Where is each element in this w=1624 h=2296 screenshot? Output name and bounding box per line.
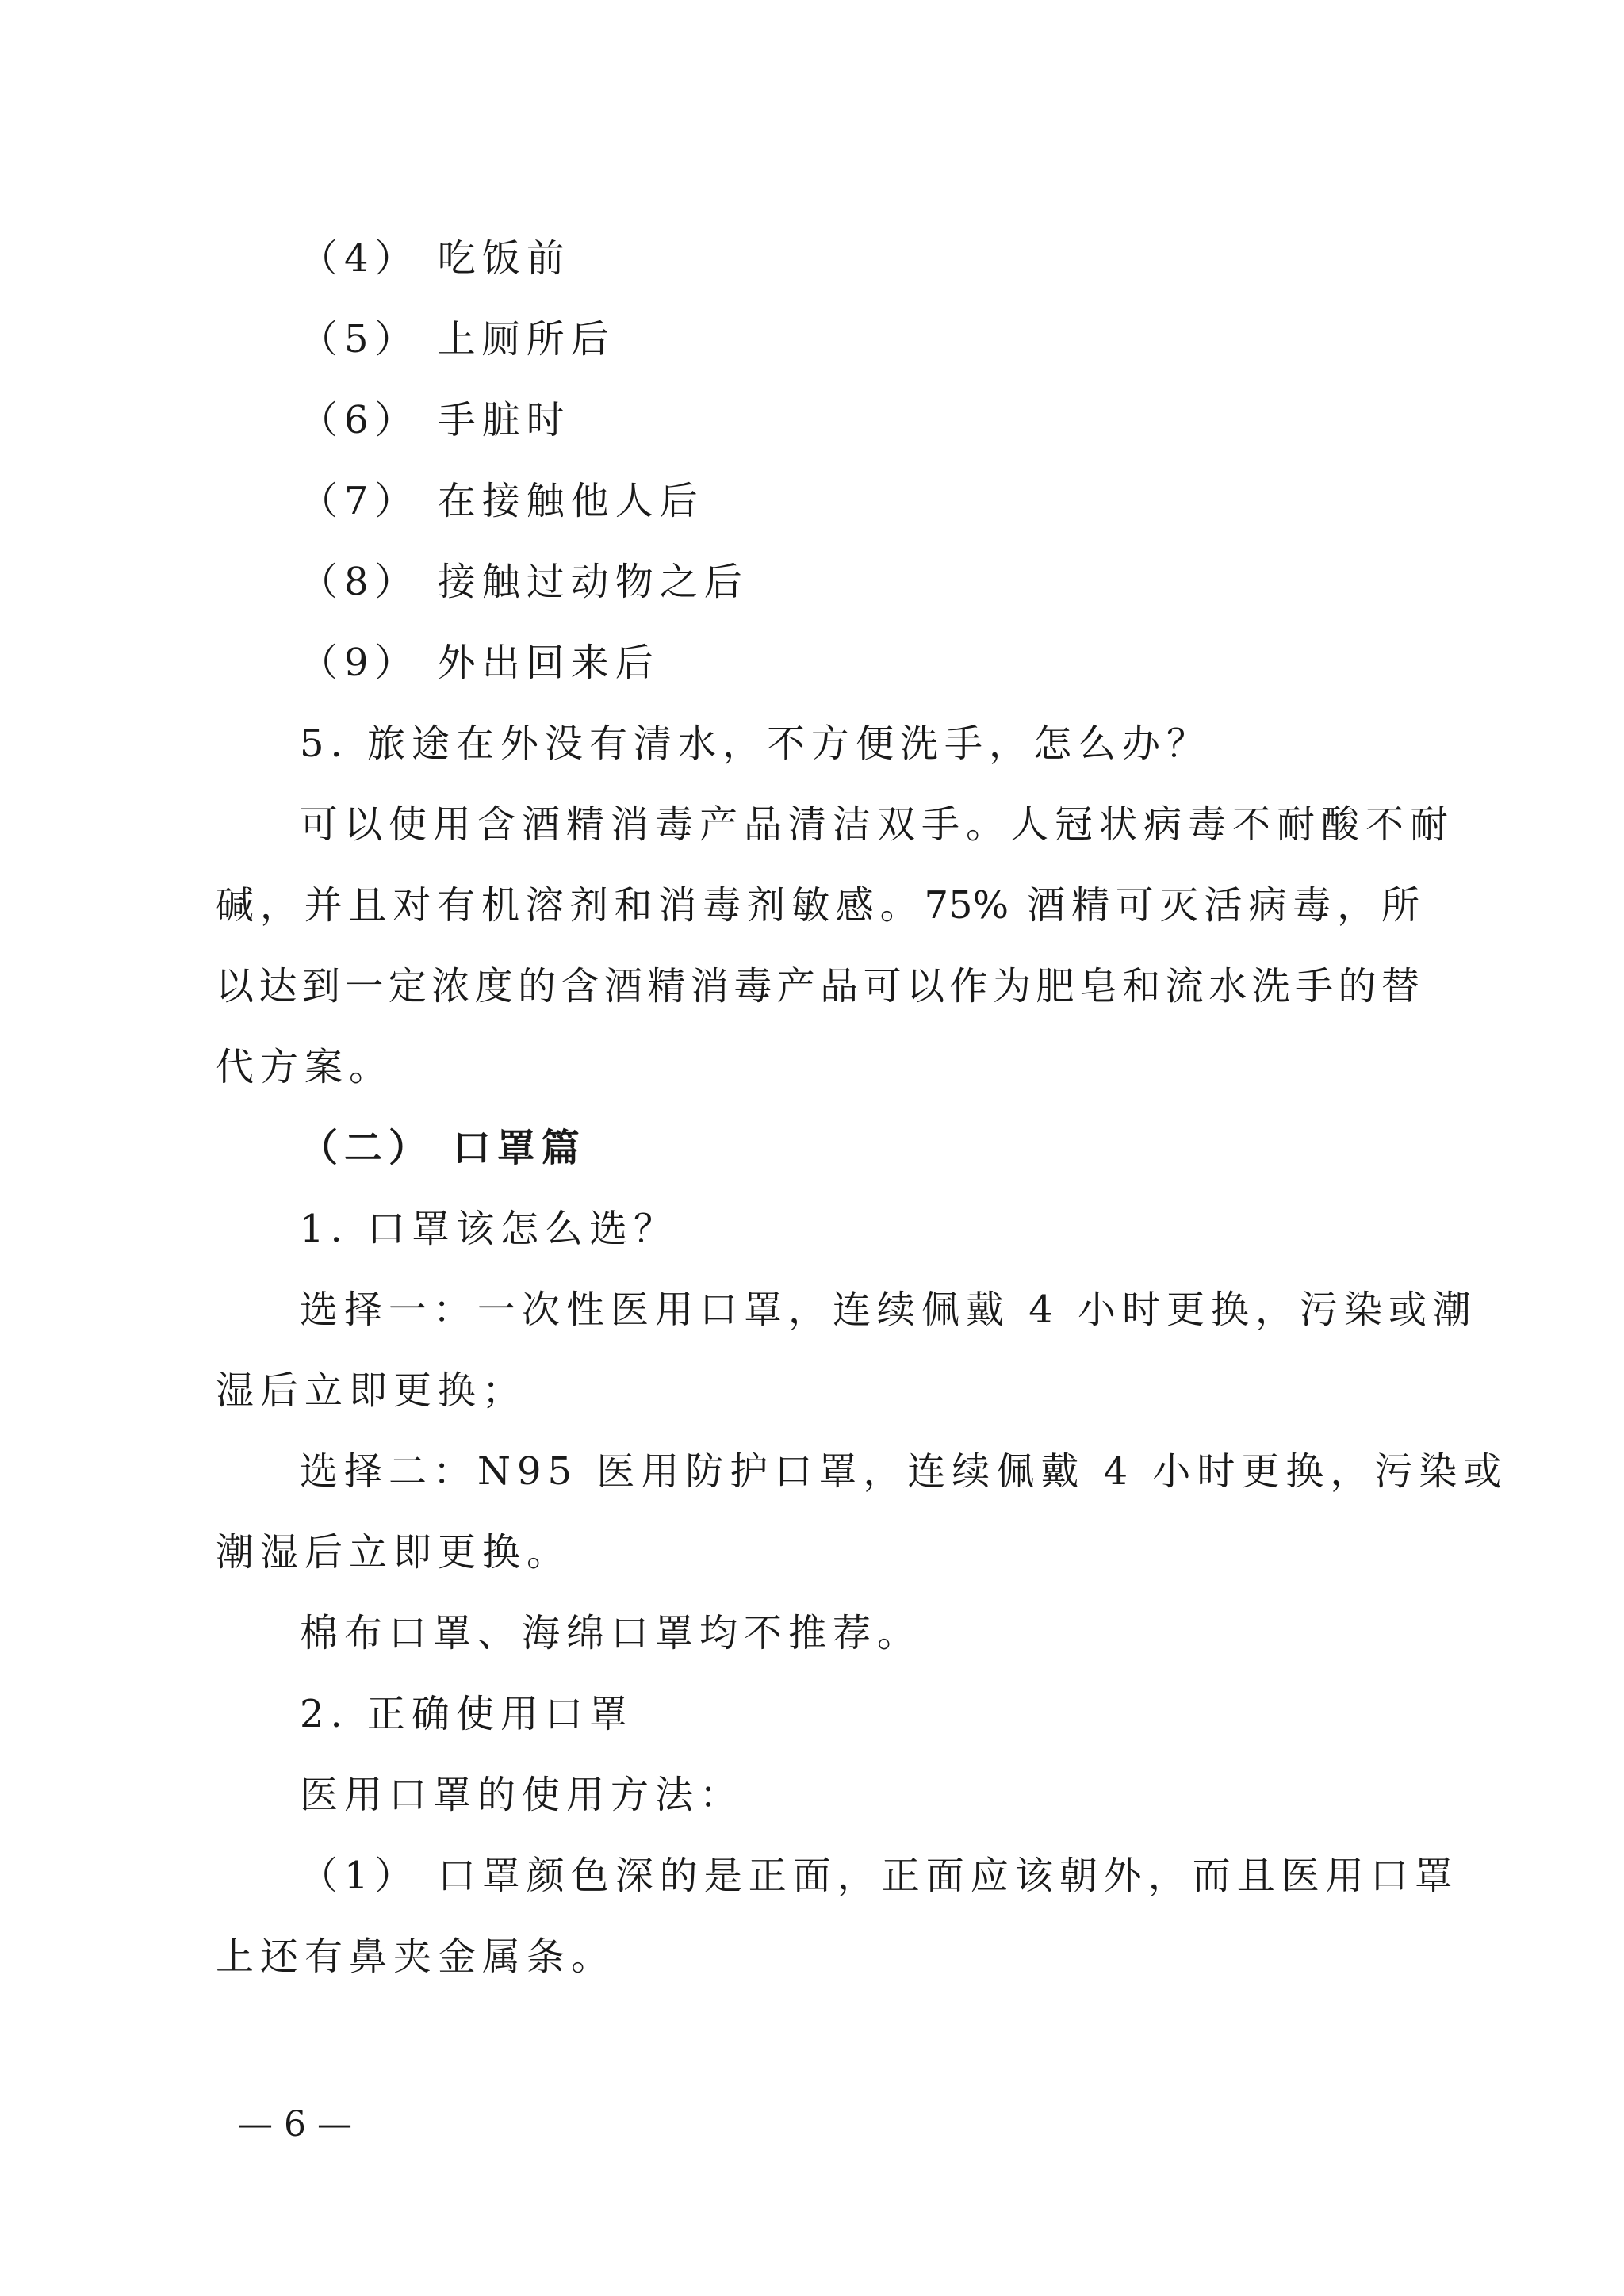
question-2: 2. 正确使用口罩 <box>300 1692 634 1736</box>
list-item-5: （5） 上厕所后 <box>300 317 615 362</box>
paragraph-line: （1） 口罩颜色深的是正面，正面应该朝外，而且医用口罩 <box>300 1854 1459 1898</box>
list-item-7: （7） 在接触他人后 <box>300 479 704 523</box>
paragraph-line: 以达到一定浓度的含酒精消毒产品可以作为肥皂和流水洗手的替 <box>216 964 1419 1008</box>
list-item-9: （9） 外出回来后 <box>300 641 660 685</box>
page-number: — 6 — <box>238 2104 352 2145</box>
list-item-4: （4） 吃饭前 <box>300 236 571 281</box>
paragraph-line: 代方案。 <box>216 1045 394 1089</box>
paragraph-line: 湿后立即更换； <box>216 1368 527 1413</box>
question-5: 5. 旅途在外没有清水，不方便洗手，怎么办？ <box>300 721 1212 766</box>
list-item-8: （8） 接触过动物之后 <box>300 560 749 604</box>
paragraph-line: 碱，并且对有机溶剂和消毒剂敏感。75% 酒精可灭活病毒，所 <box>216 883 1419 928</box>
paragraph-line: 上还有鼻夹金属条。 <box>216 1934 616 1979</box>
question-1: 1. 口罩该怎么选？ <box>300 1207 679 1251</box>
list-item-6: （6） 手脏时 <box>300 398 571 442</box>
paragraph-line: 医用口罩的使用方法： <box>300 1773 745 1817</box>
paragraph-line: 棉布口罩、海绵口罩均不推荐。 <box>300 1611 922 1655</box>
section-heading: （二） 口罩篇 <box>300 1126 586 1170</box>
paragraph-line: 可以使用含酒精消毒产品清洁双手。人冠状病毒不耐酸不耐 <box>300 802 1455 847</box>
paragraph-line: 选择一：一次性医用口罩，连续佩戴 4 小时更换，污染或潮 <box>300 1288 1478 1332</box>
paragraph-line: 选择二：N95 医用防护口罩，连续佩戴 4 小时更换，污染或 <box>300 1449 1508 1494</box>
paragraph-line: 潮湿后立即更换。 <box>216 1530 572 1575</box>
